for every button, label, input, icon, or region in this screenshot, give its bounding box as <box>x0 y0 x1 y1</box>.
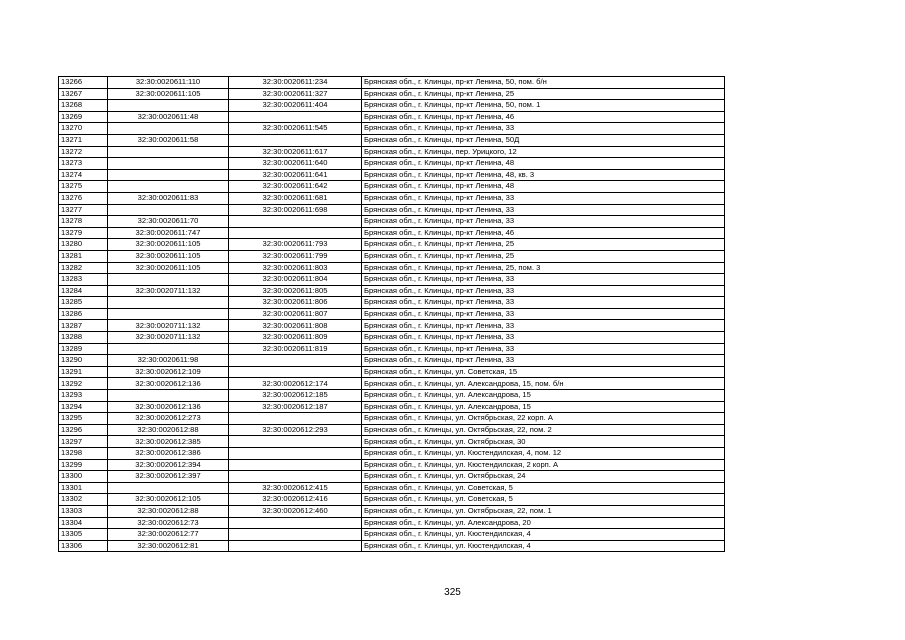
building-number-cell: 32:30:0020611:793 <box>229 239 362 251</box>
address-cell: Брянская обл., г. Клинцы, ул. Кюстендилская, 4 <box>362 529 725 541</box>
address-cell: Брянская обл., г. Клинцы, пр-кт Ленина, 46 <box>362 227 725 239</box>
parcel-number-cell: 32:30:0020612:88 <box>108 424 229 436</box>
table-row <box>59 366 725 378</box>
building-number-cell <box>229 413 362 425</box>
building-number-cell: 32:30:0020611:803 <box>229 262 362 274</box>
row-number-cell: 13290 <box>59 355 108 367</box>
building-number-cell <box>229 448 362 460</box>
parcel-number-cell: 32:30:0020612:273 <box>108 413 229 425</box>
address-cell: Брянская обл., г. Клинцы, пр-кт Ленина, 50Д <box>362 134 725 146</box>
building-number-cell <box>229 436 362 448</box>
row-number-cell: 13276 <box>59 192 108 204</box>
address-cell: Брянская обл., г. Клинцы, пр-кт Ленина, 25, пом. 3 <box>362 262 725 274</box>
building-number-cell <box>229 134 362 146</box>
building-number-cell <box>229 111 362 123</box>
address-cell: Брянская обл., г. Клинцы, пр-кт Ленина, 33 <box>362 274 725 286</box>
parcel-number-cell <box>108 158 229 170</box>
parcel-number-cell: 32:30:0020611:70 <box>108 216 229 228</box>
address-cell: Брянская обл., г. Клинцы, пр-кт Ленина, 33 <box>362 123 725 135</box>
parcel-number-cell: 32:30:0020611:105 <box>108 88 229 100</box>
parcel-number-cell: 32:30:0020611:48 <box>108 111 229 123</box>
parcel-number-cell <box>108 343 229 355</box>
building-number-cell: 32:30:0020611:805 <box>229 285 362 297</box>
row-number-cell: 13302 <box>59 494 108 506</box>
table-row <box>59 262 725 274</box>
address-cell: Брянская обл., г. Клинцы, пр-кт Ленина, 25 <box>362 239 725 251</box>
row-number-cell: 13285 <box>59 297 108 309</box>
row-number-cell: 13306 <box>59 540 108 552</box>
address-cell: Брянская обл., г. Клинцы, пр-кт Ленина, 25 <box>362 250 725 262</box>
table-row <box>59 471 725 483</box>
row-number-cell: 13271 <box>59 134 108 146</box>
row-number-cell: 13294 <box>59 401 108 413</box>
table-row <box>59 540 725 552</box>
row-number-cell: 13269 <box>59 111 108 123</box>
row-number-cell: 13299 <box>59 459 108 471</box>
table-row <box>59 169 725 181</box>
address-cell: Брянская обл., г. Клинцы, пр-кт Ленина, 25 <box>362 88 725 100</box>
building-number-cell: 32:30:0020612:185 <box>229 390 362 402</box>
row-number-cell: 13277 <box>59 204 108 216</box>
parcel-number-cell: 32:30:0020611:83 <box>108 192 229 204</box>
address-cell: Брянская обл., г. Клинцы, ул. Кюстендилская, 4, пом. 12 <box>362 448 725 460</box>
row-number-cell: 13281 <box>59 250 108 262</box>
table-row <box>59 100 725 112</box>
address-cell: Брянская обл., г. Клинцы, ул. Октябрьская, 30 <box>362 436 725 448</box>
row-number-cell: 13286 <box>59 308 108 320</box>
table-row <box>59 204 725 216</box>
table-row <box>59 297 725 309</box>
table-row <box>59 517 725 529</box>
parcel-number-cell: 32:30:0020611:105 <box>108 250 229 262</box>
building-number-cell <box>229 517 362 529</box>
address-cell: Брянская обл., г. Клинцы, пр-кт Ленина, 50, пом. 1 <box>362 100 725 112</box>
table-row <box>59 88 725 100</box>
table-row <box>59 77 725 89</box>
building-number-cell <box>229 540 362 552</box>
table-row <box>59 227 725 239</box>
row-number-cell: 13298 <box>59 448 108 460</box>
table-row <box>59 158 725 170</box>
table-row <box>59 401 725 413</box>
address-cell: Брянская обл., г. Клинцы, ул. Кюстендилская, 2 корп. А <box>362 459 725 471</box>
row-number-cell: 13293 <box>59 390 108 402</box>
parcel-number-cell: 32:30:0020612:136 <box>108 401 229 413</box>
table-row <box>59 181 725 193</box>
parcel-number-cell: 32:30:0020611:105 <box>108 239 229 251</box>
address-cell: Брянская обл., г. Клинцы, пер. Урицкого, 12 <box>362 146 725 158</box>
row-number-cell: 13295 <box>59 413 108 425</box>
address-cell: Брянская обл., г. Клинцы, пр-кт Ленина, 48, кв. 3 <box>362 169 725 181</box>
address-cell: Брянская обл., г. Клинцы, ул. Александрова, 20 <box>362 517 725 529</box>
address-cell: Брянская обл., г. Клинцы, пр-кт Ленина, 33 <box>362 297 725 309</box>
row-number-cell: 13291 <box>59 366 108 378</box>
building-number-cell <box>229 227 362 239</box>
row-number-cell: 13288 <box>59 332 108 344</box>
address-cell: Брянская обл., г. Клинцы, ул. Октябрьская, 22, пом. 2 <box>362 424 725 436</box>
building-number-cell: 32:30:0020611:234 <box>229 77 362 89</box>
table-row <box>59 494 725 506</box>
parcel-number-cell: 32:30:0020612:386 <box>108 448 229 460</box>
parcel-number-cell <box>108 123 229 135</box>
row-number-cell: 13303 <box>59 505 108 517</box>
table-row <box>59 355 725 367</box>
parcel-number-cell: 32:30:0020612:88 <box>108 505 229 517</box>
row-number-cell: 13287 <box>59 320 108 332</box>
row-number-cell: 13279 <box>59 227 108 239</box>
building-number-cell: 32:30:0020611:327 <box>229 88 362 100</box>
row-number-cell: 13283 <box>59 274 108 286</box>
table-row <box>59 482 725 494</box>
table-row <box>59 146 725 158</box>
parcel-number-cell: 32:30:0020612:136 <box>108 378 229 390</box>
row-number-cell: 13274 <box>59 169 108 181</box>
building-number-cell <box>229 355 362 367</box>
row-number-cell: 13270 <box>59 123 108 135</box>
address-cell: Брянская обл., г. Клинцы, пр-кт Ленина, 33 <box>362 216 725 228</box>
row-number-cell: 13275 <box>59 181 108 193</box>
address-cell: Брянская обл., г. Клинцы, пр-кт Ленина, 48 <box>362 158 725 170</box>
address-cell: Брянская обл., г. Клинцы, пр-кт Ленина, 33 <box>362 320 725 332</box>
table-row <box>59 134 725 146</box>
row-number-cell: 13273 <box>59 158 108 170</box>
table-row <box>59 436 725 448</box>
parcel-number-cell <box>108 146 229 158</box>
table-row <box>59 390 725 402</box>
building-number-cell: 32:30:0020611:641 <box>229 169 362 181</box>
parcel-number-cell <box>108 390 229 402</box>
parcel-number-cell <box>108 181 229 193</box>
building-number-cell: 32:30:0020612:415 <box>229 482 362 494</box>
table-row <box>59 320 725 332</box>
registry-table <box>58 76 725 552</box>
parcel-number-cell: 32:30:0020611:58 <box>108 134 229 146</box>
address-cell: Брянская обл., г. Клинцы, пр-кт Ленина, 33 <box>362 192 725 204</box>
table-row <box>59 216 725 228</box>
parcel-number-cell: 32:30:0020611:98 <box>108 355 229 367</box>
address-cell: Брянская обл., г. Клинцы, пр-кт Ленина, 33 <box>362 204 725 216</box>
row-number-cell: 13304 <box>59 517 108 529</box>
building-number-cell: 32:30:0020611:804 <box>229 274 362 286</box>
table-row <box>59 308 725 320</box>
building-number-cell: 32:30:0020611:640 <box>229 158 362 170</box>
table-row <box>59 239 725 251</box>
building-number-cell: 32:30:0020611:698 <box>229 204 362 216</box>
table-row <box>59 378 725 390</box>
parcel-number-cell: 32:30:0020612:105 <box>108 494 229 506</box>
table-row <box>59 123 725 135</box>
parcel-number-cell: 32:30:0020612:77 <box>108 529 229 541</box>
table-row <box>59 274 725 286</box>
row-number-cell: 13267 <box>59 88 108 100</box>
parcel-number-cell <box>108 297 229 309</box>
address-cell: Брянская обл., г. Клинцы, ул. Октябрьская, 24 <box>362 471 725 483</box>
parcel-number-cell <box>108 204 229 216</box>
address-cell: Брянская обл., г. Клинцы, ул. Советская, 5 <box>362 494 725 506</box>
row-number-cell: 13305 <box>59 529 108 541</box>
row-number-cell: 13296 <box>59 424 108 436</box>
row-number-cell: 13300 <box>59 471 108 483</box>
building-number-cell: 32:30:0020611:807 <box>229 308 362 320</box>
building-number-cell: 32:30:0020612:416 <box>229 494 362 506</box>
parcel-number-cell: 32:30:0020711:132 <box>108 285 229 297</box>
page-number: 325 <box>444 587 461 598</box>
building-number-cell: 32:30:0020611:819 <box>229 343 362 355</box>
parcel-number-cell: 32:30:0020612:81 <box>108 540 229 552</box>
parcel-number-cell: 32:30:0020612:385 <box>108 436 229 448</box>
parcel-number-cell: 32:30:0020612:397 <box>108 471 229 483</box>
table-row <box>59 285 725 297</box>
building-number-cell: 32:30:0020611:617 <box>229 146 362 158</box>
parcel-number-cell: 32:30:0020611:747 <box>108 227 229 239</box>
parcel-number-cell: 32:30:0020611:110 <box>108 77 229 89</box>
table-row <box>59 250 725 262</box>
row-number-cell: 13297 <box>59 436 108 448</box>
registry-table-body <box>59 77 725 552</box>
building-number-cell <box>229 366 362 378</box>
row-number-cell: 13268 <box>59 100 108 112</box>
building-number-cell: 32:30:0020611:545 <box>229 123 362 135</box>
building-number-cell: 32:30:0020611:681 <box>229 192 362 204</box>
parcel-number-cell <box>108 100 229 112</box>
table-row <box>59 343 725 355</box>
building-number-cell: 32:30:0020611:642 <box>229 181 362 193</box>
row-number-cell: 13280 <box>59 239 108 251</box>
row-number-cell: 13289 <box>59 343 108 355</box>
building-number-cell <box>229 216 362 228</box>
building-number-cell: 32:30:0020611:809 <box>229 332 362 344</box>
table-row <box>59 448 725 460</box>
row-number-cell: 13292 <box>59 378 108 390</box>
parcel-number-cell: 32:30:0020612:109 <box>108 366 229 378</box>
table-row <box>59 529 725 541</box>
parcel-number-cell: 32:30:0020611:105 <box>108 262 229 274</box>
building-number-cell: 32:30:0020611:806 <box>229 297 362 309</box>
table-row <box>59 413 725 425</box>
parcel-number-cell: 32:30:0020711:132 <box>108 332 229 344</box>
table-row <box>59 332 725 344</box>
building-number-cell: 32:30:0020611:404 <box>229 100 362 112</box>
address-cell: Брянская обл., г. Клинцы, ул. Кюстендилская, 4 <box>362 540 725 552</box>
parcel-number-cell <box>108 308 229 320</box>
parcel-number-cell: 32:30:0020612:73 <box>108 517 229 529</box>
address-cell: Брянская обл., г. Клинцы, пр-кт Ленина, 33 <box>362 355 725 367</box>
parcel-number-cell <box>108 274 229 286</box>
row-number-cell: 13272 <box>59 146 108 158</box>
row-number-cell: 13301 <box>59 482 108 494</box>
building-number-cell: 32:30:0020611:808 <box>229 320 362 332</box>
building-number-cell: 32:30:0020611:799 <box>229 250 362 262</box>
parcel-number-cell: 32:30:0020612:394 <box>108 459 229 471</box>
building-number-cell <box>229 459 362 471</box>
address-cell: Брянская обл., г. Клинцы, пр-кт Ленина, 46 <box>362 111 725 123</box>
address-cell: Брянская обл., г. Клинцы, пр-кт Ленина, 50, пом. б/н <box>362 77 725 89</box>
address-cell: Брянская обл., г. Клинцы, ул. Александрова, 15 <box>362 401 725 413</box>
table-row <box>59 192 725 204</box>
address-cell: Брянская обл., г. Клинцы, ул. Октябрьская, 22, пом. 1 <box>362 505 725 517</box>
parcel-number-cell: 32:30:0020711:132 <box>108 320 229 332</box>
table-row <box>59 505 725 517</box>
building-number-cell: 32:30:0020612:174 <box>229 378 362 390</box>
address-cell: Брянская обл., г. Клинцы, пр-кт Ленина, 33 <box>362 285 725 297</box>
address-cell: Брянская обл., г. Клинцы, пр-кт Ленина, 33 <box>362 332 725 344</box>
address-cell: Брянская обл., г. Клинцы, ул. Октябрьская, 22 корп. А <box>362 413 725 425</box>
building-number-cell: 32:30:0020612:460 <box>229 505 362 517</box>
address-cell: Брянская обл., г. Клинцы, пр-кт Ленина, 48 <box>362 181 725 193</box>
building-number-cell <box>229 529 362 541</box>
row-number-cell: 13284 <box>59 285 108 297</box>
address-cell: Брянская обл., г. Клинцы, пр-кт Ленина, 33 <box>362 343 725 355</box>
table-row <box>59 111 725 123</box>
address-cell: Брянская обл., г. Клинцы, ул. Советская, 15 <box>362 366 725 378</box>
address-cell: Брянская обл., г. Клинцы, ул. Советская, 5 <box>362 482 725 494</box>
address-cell: Брянская обл., г. Клинцы, пр-кт Ленина, 33 <box>362 308 725 320</box>
address-cell: Брянская обл., г. Клинцы, ул. Александрова, 15 <box>362 390 725 402</box>
building-number-cell: 32:30:0020612:293 <box>229 424 362 436</box>
row-number-cell: 13266 <box>59 77 108 89</box>
parcel-number-cell <box>108 482 229 494</box>
row-number-cell: 13282 <box>59 262 108 274</box>
table-row <box>59 424 725 436</box>
row-number-cell: 13278 <box>59 216 108 228</box>
table-row <box>59 459 725 471</box>
parcel-number-cell <box>108 169 229 181</box>
building-number-cell: 32:30:0020612:187 <box>229 401 362 413</box>
building-number-cell <box>229 471 362 483</box>
address-cell: Брянская обл., г. Клинцы, ул. Александрова, 15, пом. б/н <box>362 378 725 390</box>
